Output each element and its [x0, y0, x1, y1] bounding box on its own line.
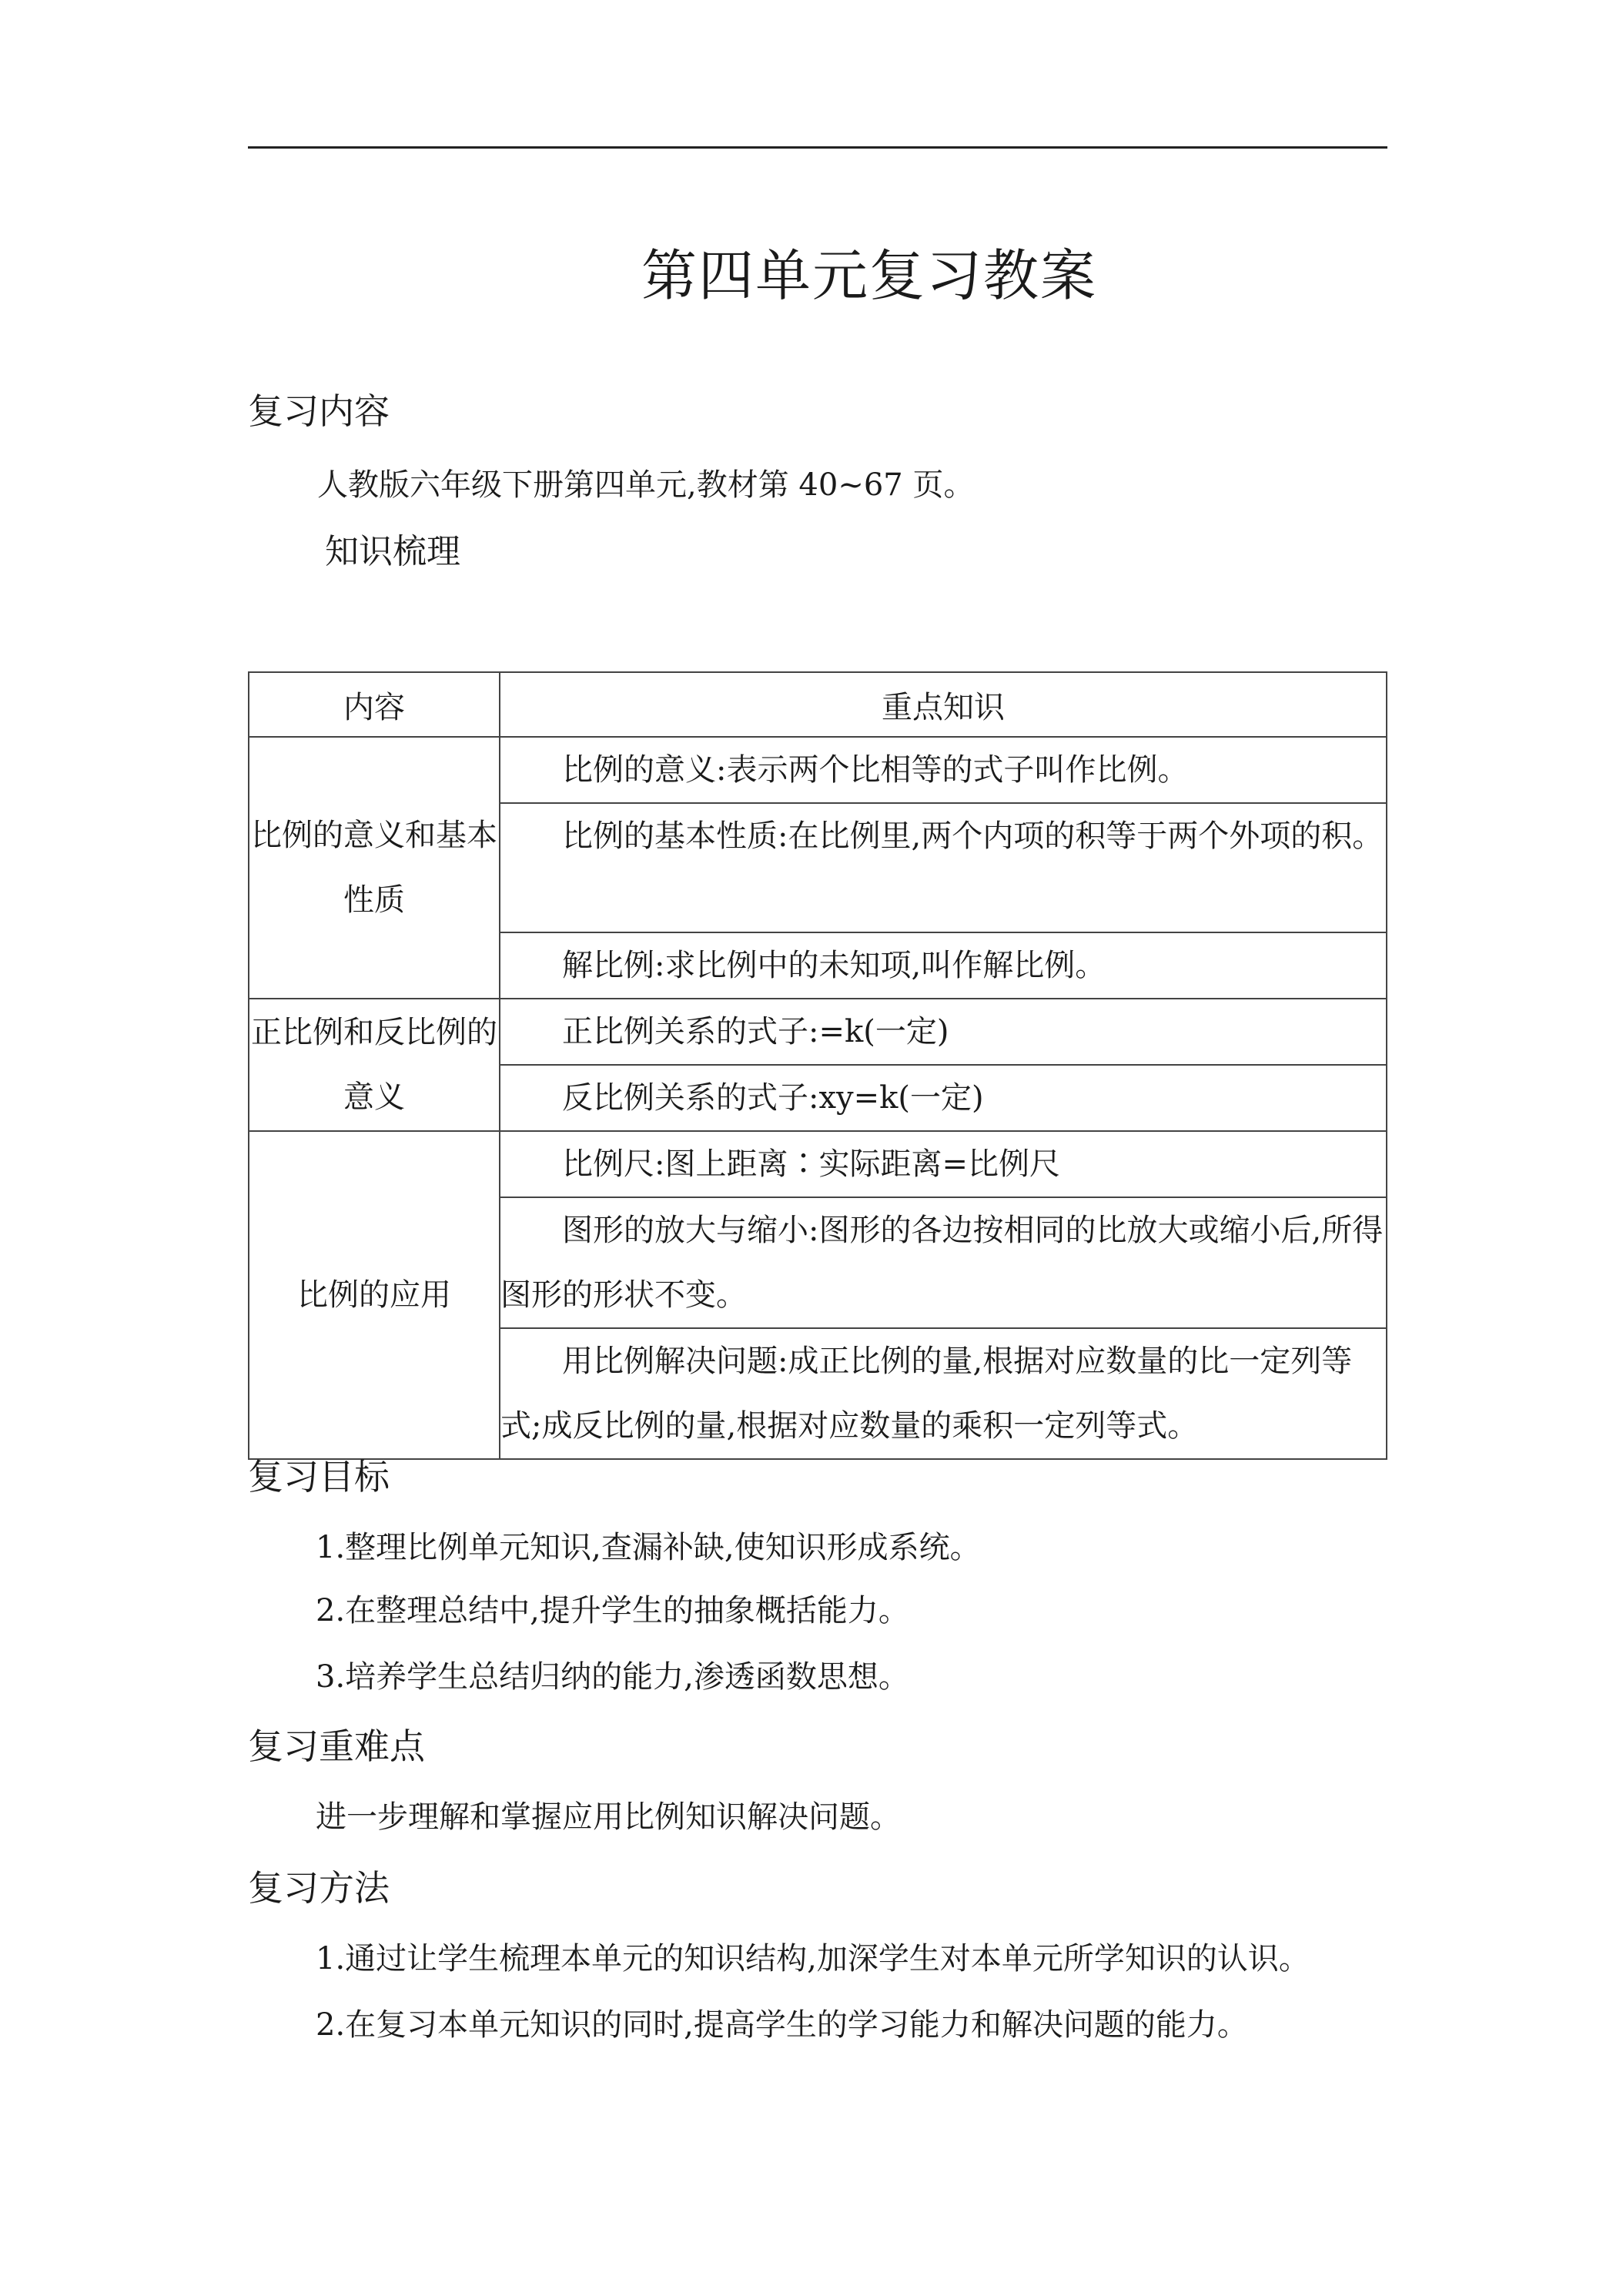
knowledge-cell — [500, 1328, 1387, 1459]
knowledge-text: 解比例:求比例中的未知项,叫作解比例。 — [562, 948, 1106, 983]
table-row — [249, 737, 1387, 803]
key-points-text: 进一步理解和掌握应用比例知识解决问题。 — [316, 1799, 901, 1835]
header-key-knowledge: 重点知识 — [500, 672, 1387, 737]
review-content-text: 人教版六年级下册第四单元,教材第 40~67 页。 — [317, 467, 975, 503]
knowledge-cell — [500, 803, 1387, 932]
knowledge-cell — [500, 999, 1387, 1065]
knowledge-text: 反比例关系的式子:xy=k(一定) — [562, 1080, 984, 1116]
heading-review-method: 复习方法 — [248, 1867, 390, 1909]
knowledge-cell — [500, 932, 1387, 999]
heading-review-content: 复习内容 — [248, 390, 390, 432]
category-cell: 正比例和反比例的意义 — [249, 999, 500, 1131]
table-row — [249, 999, 1387, 1065]
subheading-knowledge: 知识梳理 — [325, 532, 460, 571]
document-title: 第四单元复习教案 — [641, 243, 1097, 308]
category-cell: 比例的应用 — [249, 1131, 500, 1459]
knowledge-cell — [500, 1131, 1387, 1197]
knowledge-cell — [500, 1065, 1387, 1131]
knowledge-cell — [500, 1197, 1387, 1328]
goal-item: 2.在整理总结中,提升学生的抽象概括能力。 — [316, 1593, 909, 1628]
knowledge-table — [248, 671, 1387, 1460]
header-rule — [248, 146, 1387, 149]
knowledge-text: 比例的意义:表示两个比相等的式子叫作比例。 — [562, 752, 1189, 788]
goal-item: 3.培养学生总结归纳的能力,渗透函数思想。 — [316, 1659, 909, 1695]
heading-key-points: 复习重难点 — [248, 1725, 425, 1767]
header-content: 内容 — [249, 672, 500, 737]
knowledge-cell — [500, 737, 1387, 803]
knowledge-text: 正比例关系的式子:=k(一定) — [562, 1014, 949, 1049]
table-row — [249, 1131, 1387, 1197]
knowledge-text: 比例尺:图上距离∶实际距离=比例尺 — [562, 1146, 1060, 1182]
method-item: 1.通过让学生梳理本单元的知识结构,加深学生对本单元所学知识的认识。 — [316, 1941, 1310, 1976]
knowledge-text: 用比例解决问题:成正比例的量,根据对应数量的比一定列等式;成反比例的量,根据对应数量的乘积一定列等式。 — [500, 1344, 1353, 1444]
method-item: 2.在复习本单元知识的同时,提高学生的学习能力和解决问题的能力。 — [316, 2007, 1248, 2043]
category-cell: 比例的意义和基本性质 — [249, 737, 500, 999]
heading-review-goals: 复习目标 — [248, 1456, 390, 1498]
table-header-row — [249, 672, 1387, 737]
knowledge-text: 比例的基本性质:在比例里,两个内项的积等于两个外项的积。 — [562, 818, 1384, 854]
knowledge-text: 图形的放大与缩小:图形的各边按相同的比放大或缩小后,所得图形的形状不变。 — [500, 1213, 1384, 1313]
goal-item: 1.整理比例单元知识,查漏补缺,使知识形成系统。 — [316, 1530, 981, 1565]
